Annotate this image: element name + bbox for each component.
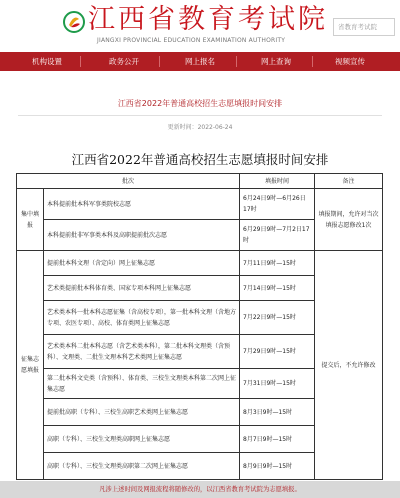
batch-cell: 高职（专科）、三校生文理类高职第二次网上征集志愿 <box>44 453 240 480</box>
footer-note: 凡涉上述时间及网报流程将随修改的，以江西省教育考试院为志愿填报。 <box>99 486 301 493</box>
site-title[interactable]: 江西省教育考试院 <box>88 4 328 35</box>
nav-divider <box>312 56 313 67</box>
group-label: 集中填报 <box>17 189 44 251</box>
header-time: 填报时间 <box>240 174 315 189</box>
main-nav <box>0 52 400 71</box>
jxeea-emblem-icon <box>62 10 86 34</box>
nav-item-public[interactable]: 政务公开 <box>109 57 139 66</box>
time-cell: 8月9日9时—15时 <box>240 453 315 480</box>
batch-cell: 艺术类本科二批本科志愿（含艺术类本科），第二批本科文理类（含预科）、文理类、二批生文理本科艺术类网上征集志愿 <box>44 335 240 369</box>
nav-item-video[interactable]: 视频宣传 <box>335 57 365 66</box>
header-note: 备注 <box>315 174 383 189</box>
batch-cell: 艺术类提前批本科体育类、国家专项本科网上征集志愿 <box>44 276 240 301</box>
time-cell: 7月31日9时—15时 <box>240 369 315 399</box>
batch-cell: 第二批本科文史类（含预科）、体育类、三校生文理类本科第二次网上征集志愿 <box>44 369 240 399</box>
nav-item-query[interactable]: 网上查询 <box>261 57 291 66</box>
document-title: 江西省2022年普通高校招生志愿填报时间安排 <box>71 152 329 167</box>
nav-item-register[interactable]: 网上报名 <box>185 57 215 66</box>
batch-cell: 本科提前批非军事类本科及高职提前批次志愿 <box>44 220 240 251</box>
divider <box>18 115 382 116</box>
batch-cell: 艺术类本科一批本科志愿征集（含高校专项），第一批本科文理（含地方专项、农医专项）、高校、体育类网上征集志愿 <box>44 301 240 335</box>
time-cell: 6月24日9时—6月26日17时 <box>240 189 315 220</box>
table-row <box>17 189 383 220</box>
search-input[interactable]: 省教育考试院 <box>333 18 395 36</box>
time-cell: 7月29日9时—15时 <box>240 335 315 369</box>
time-cell: 7月14日9时—15时 <box>240 276 315 301</box>
batch-cell: 提前批本科文理（含定向）网上征集志愿 <box>44 251 240 276</box>
footer-bar <box>0 481 400 498</box>
note-cell: 提交后，不允许修改 <box>315 251 383 480</box>
nav-divider <box>159 56 160 67</box>
table-row <box>17 251 383 276</box>
batch-cell: 本科提前批本科军事类院校志愿 <box>44 189 240 220</box>
table-header-row <box>17 174 383 189</box>
header-batch: 批次 <box>17 174 240 189</box>
nav-divider <box>80 56 81 67</box>
article-date: 更新时间：2022-06-24 <box>167 124 233 131</box>
time-cell: 8月7日9时—15时 <box>240 426 315 453</box>
group-label: 征集志愿填报 <box>17 251 44 480</box>
note-cell: 填报期间，允许对当次填报志愿修改1次 <box>315 189 383 251</box>
article-title: 江西省2022年普通高校招生志愿填报时间安排 <box>117 99 283 108</box>
nav-item-org[interactable]: 机构设置 <box>32 57 62 66</box>
time-cell: 6月29日9时—7月2日17时 <box>240 220 315 251</box>
batch-cell: 提前批高职（专科）、三校生高职艺术类网上征集志愿 <box>44 399 240 426</box>
time-cell: 7月11日9时—15时 <box>240 251 315 276</box>
time-cell: 8月3日9时—15时 <box>240 399 315 426</box>
site-subtitle-en: JIANGXI PROVINCIAL EDUCATION EXAMINATION AUTHORITY <box>97 37 286 44</box>
site-header <box>0 0 400 52</box>
nav-divider <box>236 56 237 67</box>
time-cell: 7月22日9时—15时 <box>240 301 315 335</box>
batch-cell: 高职（专科）、三校生文理类高职网上征集志愿 <box>44 426 240 453</box>
schedule-table <box>16 173 383 480</box>
